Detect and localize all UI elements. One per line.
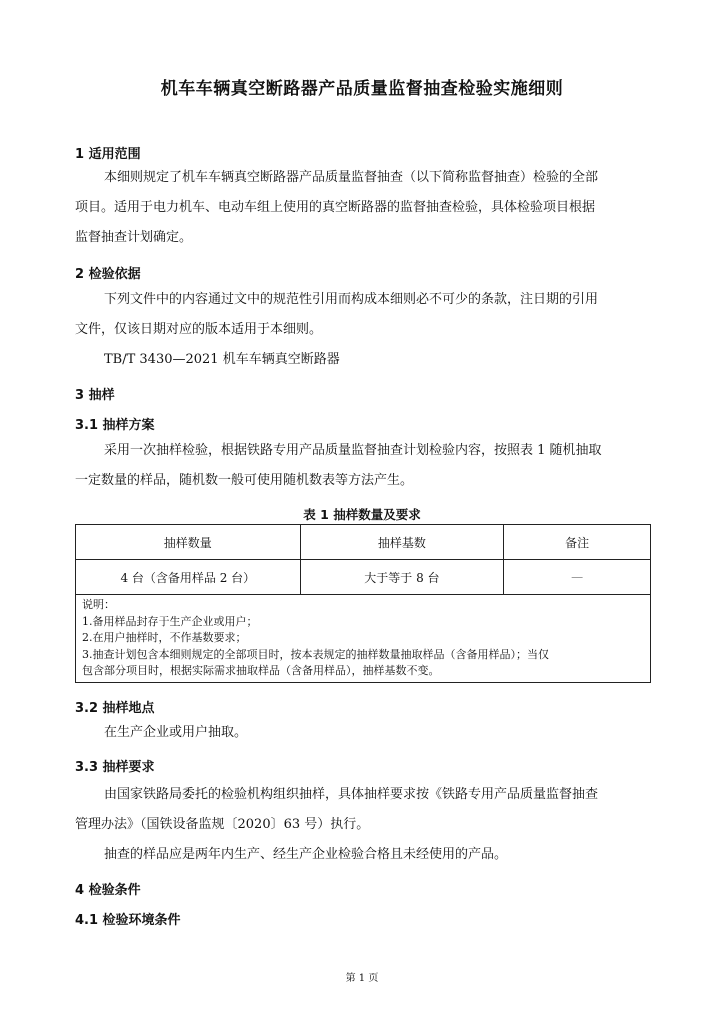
table-caption: 表 1 抽样数量及要求 <box>303 507 421 522</box>
paragraph-line: 监督抽查计划确定。 <box>75 230 193 245</box>
table-cell: 4 台（含备用样品 2 台） <box>76 560 301 595</box>
section-3-2-heading: 3.2 抽样地点 <box>75 701 155 716</box>
note-line: 包含部分项目时，根据实际需求抽取样品（含备用样品），抽样基数不变。 <box>82 664 440 677</box>
note-line: 2.在用户抽样时，不作基数要求； <box>82 631 247 644</box>
section-3-3-heading: 3.3 抽样要求 <box>75 760 155 775</box>
section-3-3-body <box>75 780 660 870</box>
paragraph-line: 采用一次抽样检验，根据铁路专用产品质量监督抽查计划检验内容，按照表 1 随机抽取 <box>104 443 602 458</box>
note-line: 3.抽查计划包含本细则规定的全部项目时，按本表规定的抽样数量抽取样品（含备用样品）；当仅 <box>82 647 549 661</box>
table-header-cell: 备注 <box>504 525 651 560</box>
section-2-body <box>75 285 660 375</box>
section-2-heading: 2 检验依据 <box>75 267 141 282</box>
document-title: 机车车辆真空断路器产品质量监督抽查检验实施细则 <box>160 79 564 99</box>
table-header-cell: 抽样基数 <box>300 525 504 560</box>
table-header-cell: 抽样数量 <box>76 525 301 560</box>
standard-reference: TB/T 3430—2021 机车车辆真空断路器 <box>104 352 340 367</box>
section-4-heading: 4 检验条件 <box>75 883 141 898</box>
section-3-1-heading: 3.1 抽样方案 <box>75 418 155 433</box>
paragraph-line: 项目。适用于电力机车、电动车组上使用的真空断路器的监督抽查检验，具体检验项目根据 <box>75 200 596 215</box>
table-row <box>76 560 651 595</box>
paragraph-line: 下列文件中的内容通过文中的规范性引用而构成本细则必不可少的条款，注日期的引用 <box>104 292 599 307</box>
note-line: 说明： <box>82 598 115 611</box>
section-3-1-body <box>75 436 660 496</box>
section-3-heading: 3 抽样 <box>75 388 115 403</box>
paragraph-line: 本细则规定了机车车辆真空断路器产品质量监督抽查（以下简称监督抽查）检验的全部 <box>104 170 599 185</box>
paragraph-line: 抽查的样品应是两年内生产、经生产企业检验合格且未经使用的产品。 <box>104 847 508 862</box>
table-cell: — <box>504 560 651 595</box>
note-line: 1.备用样品封存于生产企业或用户； <box>82 614 258 628</box>
page-number: 第 1 页 <box>345 973 379 984</box>
paragraph-line: 由国家铁路局委托的检验机构组织抽样，具体抽样要求按《铁路专用产品质量监督抽查 <box>104 787 599 802</box>
section-3-2-body <box>75 718 660 748</box>
sampling-table <box>75 524 651 595</box>
table-notes <box>75 595 651 683</box>
table-header-row <box>76 525 651 560</box>
table-cell: 大于等于 8 台 <box>300 560 504 595</box>
paragraph-line: 在生产企业或用户抽取。 <box>104 725 248 740</box>
section-1-body <box>75 163 660 253</box>
paragraph-line: 一定数量的样品，随机数一般可使用随机数表等方法产生。 <box>75 473 414 488</box>
section-4-1-heading: 4.1 检验环境条件 <box>75 913 181 928</box>
paragraph-line: 管理办法》（国铁设备监规〔2020〕63 号）执行。 <box>75 817 370 832</box>
paragraph-line: 文件，仅该日期对应的版本适用于本细则。 <box>75 322 323 337</box>
section-1-heading: 1 适用范围 <box>75 147 141 162</box>
